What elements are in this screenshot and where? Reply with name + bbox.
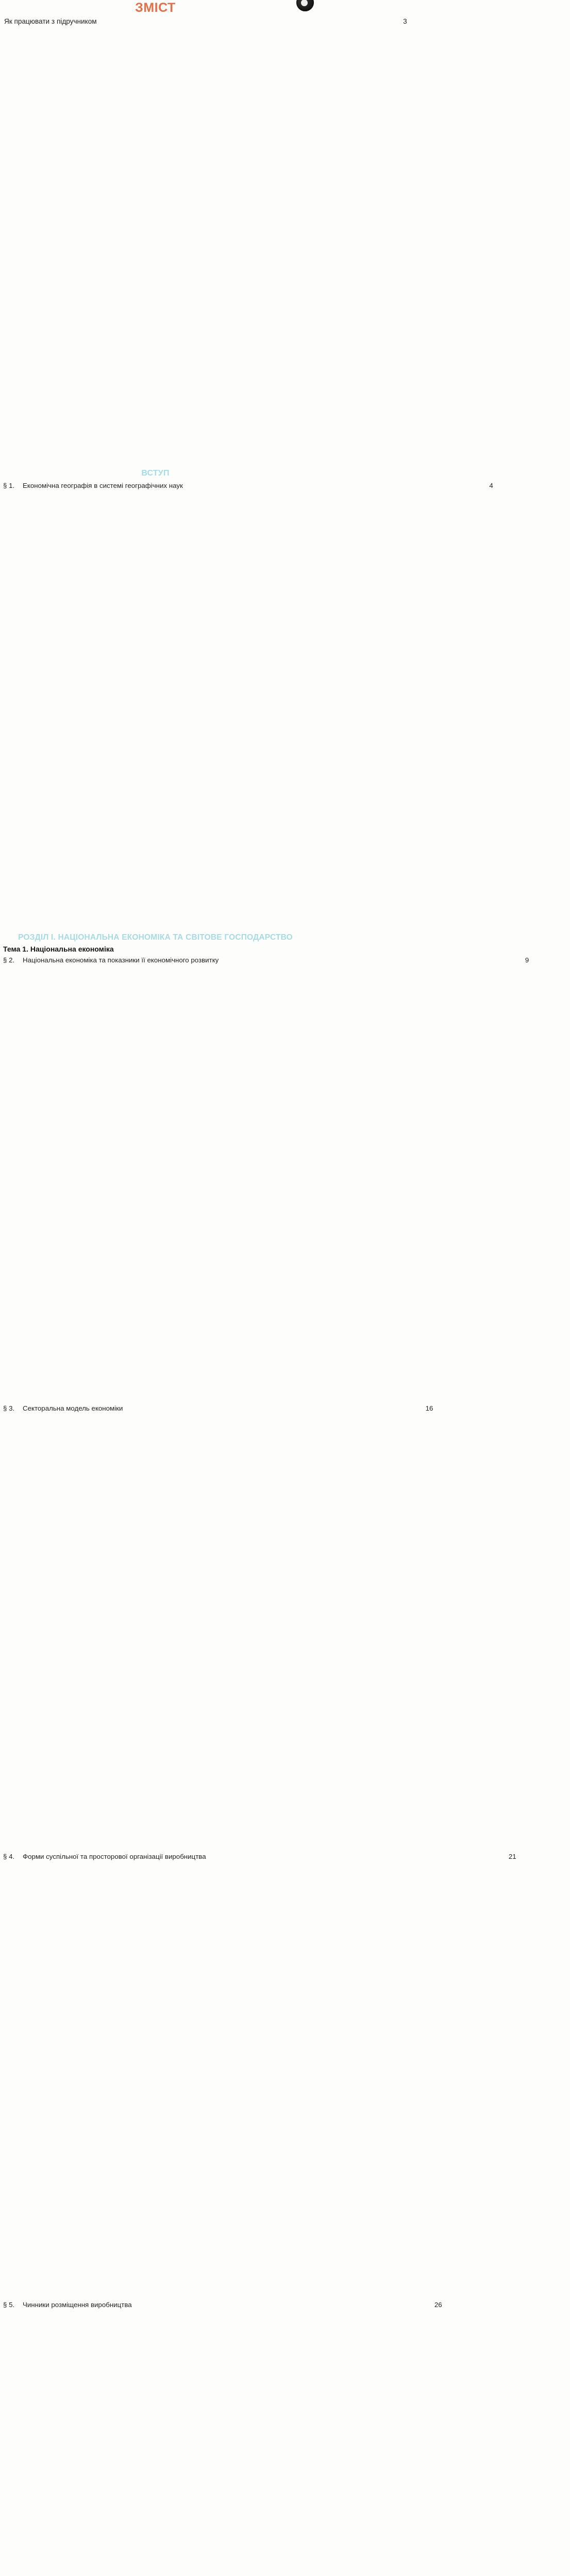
toc-entry-label: Економічна географія в системі географічних наук xyxy=(23,481,183,489)
toc-page-number: 4 xyxy=(489,481,493,489)
toc-entry[interactable] xyxy=(0,2299,442,2576)
toc-entry-label: Секторальна модель економіки xyxy=(23,1404,123,1413)
toc-entry-label: Національна економіка та показники її економічного розвитку xyxy=(23,956,219,964)
toc-entry-number: § 4. xyxy=(3,1853,15,1861)
toc-entry[interactable] xyxy=(0,480,493,928)
toc-page-number: 16 xyxy=(425,1404,433,1413)
toc-entry[interactable] xyxy=(0,1403,433,1851)
toc-theme-title: Тема 1. Національна економіка xyxy=(3,944,114,953)
toc-entry[interactable] xyxy=(0,1851,516,2299)
toc-page-number: 21 xyxy=(508,1853,516,1861)
toc-entry-number: § 3. xyxy=(3,1404,15,1413)
page-title: ЗМІСТ xyxy=(135,1,176,15)
toc-entry-label: Форми суспільної та просторової організації виробництва xyxy=(23,1853,206,1861)
toc-entry-label: Чинники розміщення виробництва xyxy=(23,2301,132,2309)
toc-entry[interactable] xyxy=(0,16,407,464)
toc-body xyxy=(0,16,529,2576)
toc-entry-number: § 2. xyxy=(3,956,15,964)
toc-page-number: 9 xyxy=(525,956,529,964)
toc-entry-number: § 1. xyxy=(3,481,15,489)
toc-section-heading: РОЗДІЛ I. НАЦІОНАЛЬНА ЕКОНОМІКА ТА СВІТОВЕ ГОСПОДАРСТВО xyxy=(18,933,293,942)
toc-entry-number: § 5. xyxy=(3,2301,15,2309)
toc-section-heading: ВСТУП xyxy=(141,469,170,478)
table-of-contents-page xyxy=(0,1,529,2309)
toc-page-number: 3 xyxy=(403,18,407,26)
toc-page-number: 26 xyxy=(434,2301,442,2309)
toc-entry[interactable] xyxy=(0,955,529,1403)
toc-entry-label: Як працювати з підручником xyxy=(4,18,97,26)
